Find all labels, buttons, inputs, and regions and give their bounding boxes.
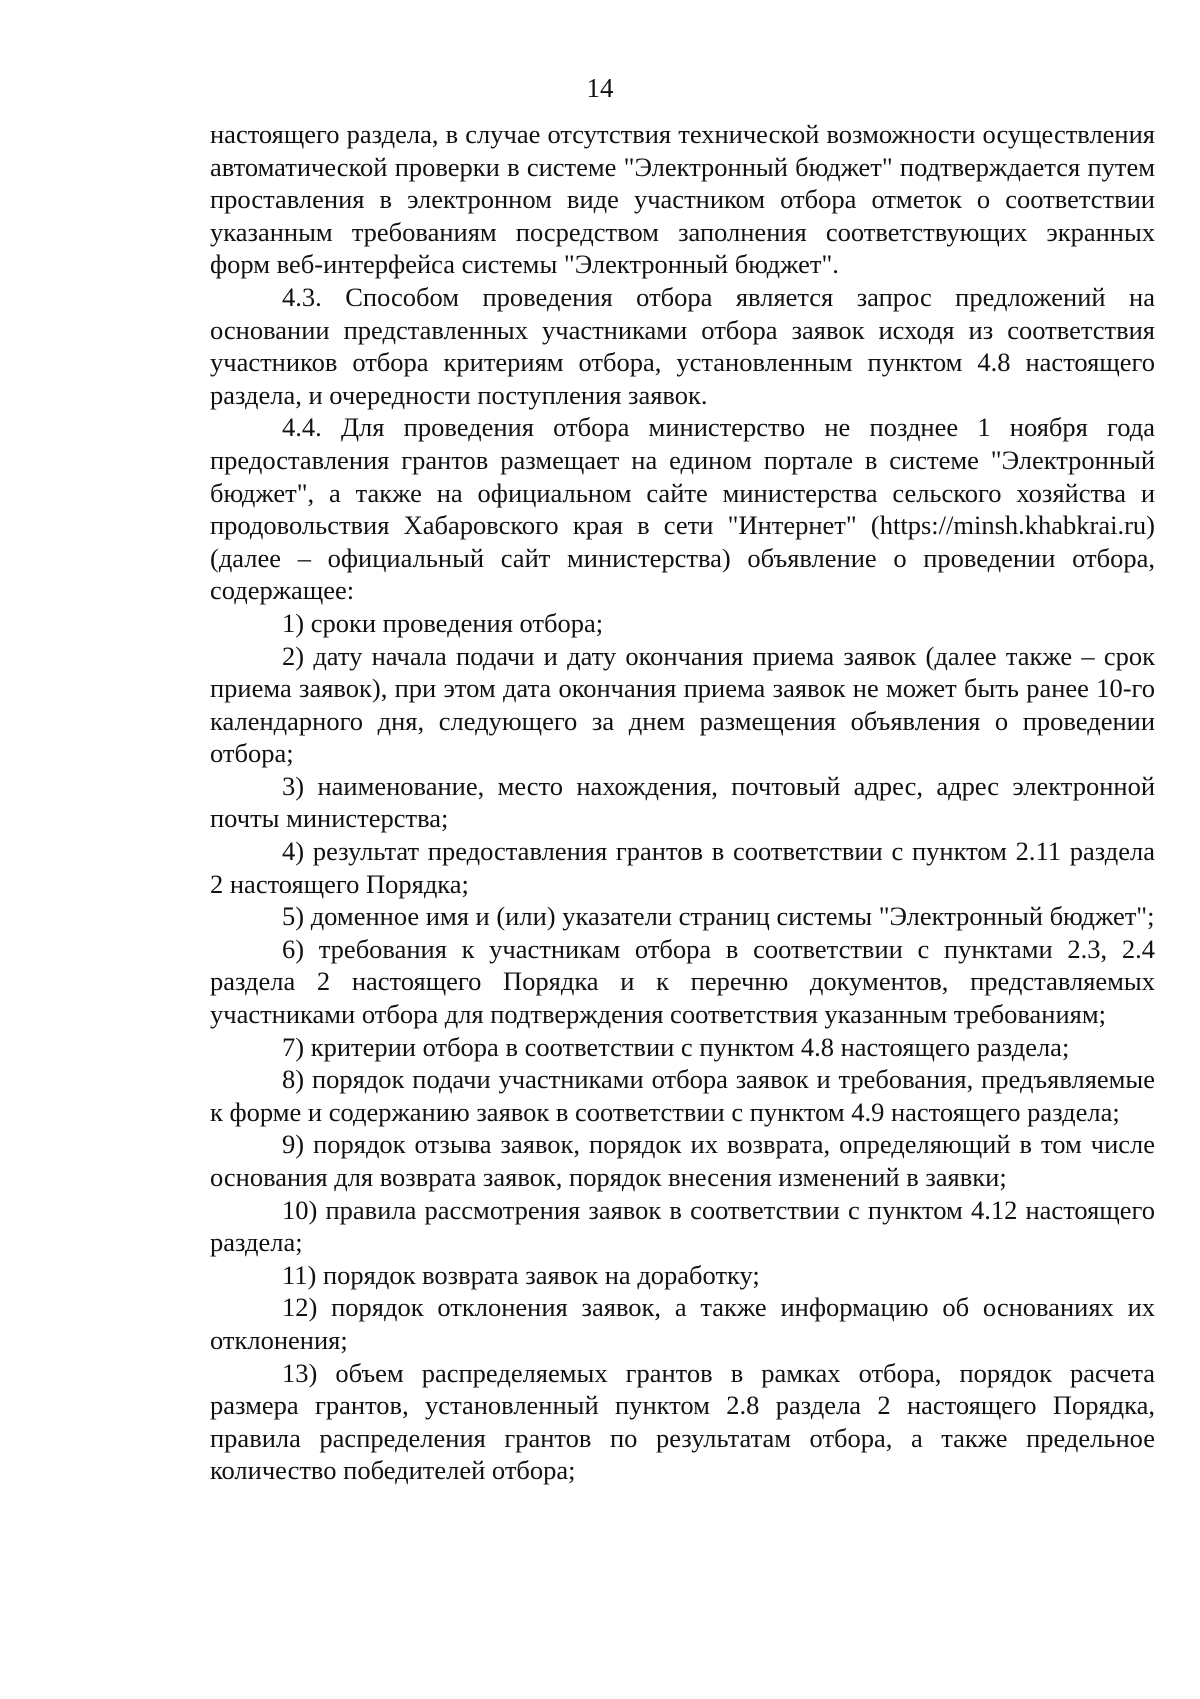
list-item-11: 11) порядок возврата заявок на доработку; <box>282 1259 760 1290</box>
list-item-9: 9) порядок отзыва заявок, порядок их возврата, определяющий в том числе основания для возврата заявок, порядок внесения изменений в заявки; <box>210 1129 1155 1192</box>
list-item-10: 10) правила рассмотрения заявок в соответствии с пунктом 4.12 настоящего раздела; <box>210 1194 1155 1258</box>
page-number: 14 <box>586 73 614 103</box>
list-item-7: 7) критерии отбора в соответствии с пунктом 4.8 настоящего раздела; <box>282 1031 1070 1062</box>
list-item-2: 2) дату начала подачи и дату окончания приема заявок (далее также – срок приема заявок), при этом дата окончания приема заявок не может быть ранее 10-го календарного дня, следующего за днем размещения объявления о проведении отбора; <box>210 640 1155 769</box>
list-item-4: 4) результат предоставления грантов в соответствии с пунктом 2.11 раздела 2 настоящего Порядка; <box>210 836 1155 899</box>
list-item-8: 8) порядок подачи участниками отбора заявок и требования, предъявляемые к форме и содержанию заявок в соответствии с пунктом 4.9 настоящего раздела; <box>210 1064 1155 1127</box>
list-item-6: 6) требования к участникам отбора в соответствии с пунктами 2.3, 2.4 раздела 2 настоящего Порядка и к перечню документов, представляемых участниками отбора для подтверждения соответствия указанным требованиям; <box>210 933 1155 1030</box>
list-item-5: 5) доменное имя и (или) указатели страниц системы "Электронный бюджет"; <box>282 901 1155 932</box>
paragraph-4-4: 4.4. Для проведения отбора министерство не позднее 1 ноября года предоставления грантов размещает на едином портале в системе "Электронный бюджет", а также на официальном сайте министерства сельского хозяйства и продовольствия Хабаровского края в сети "Интернет" (https://minsh.khabkrai.ru) (далее – официальный сайт министерства) объявление о проведении отбора, содержащее: <box>210 412 1155 606</box>
paragraph-4-3: 4.3. Способом проведения отбора является запрос предложений на основании представленных участниками отбора заявок исходя из соответствия участников отбора критериям отбора, установленным пунктом 4.8 настоящего раздела, и очередности поступления заявок. <box>210 281 1155 410</box>
list-item-1: 1) сроки проведения отбора; <box>282 607 604 638</box>
document-body <box>210 118 1155 1487</box>
paragraph-continuation: настоящего раздела, в случае отсутствия технической возможности осуществления автоматической проверки в системе "Электронный бюджет" подтверждается путем проставления в электронном виде участником отбора отметок о соответствии указанным требованиям посредством заполнения соответствующих экранных форм веб-интерфейса системы "Электронный бюджет". <box>210 119 1155 280</box>
list-item-12: 12) порядок отклонения заявок, а также информацию об основаниях их отклонения; <box>210 1292 1155 1355</box>
list-item-3: 3) наименование, место нахождения, почтовый адрес, адрес электронной почты министерства; <box>210 770 1155 834</box>
list-item-13: 13) объем распределяемых грантов в рамках отбора, порядок расчета размера грантов, установленный пунктом 2.8 раздела 2 настоящего Порядка, правила распределения грантов по результатам отбора, а также предельное количество победителей отбора; <box>210 1357 1155 1486</box>
